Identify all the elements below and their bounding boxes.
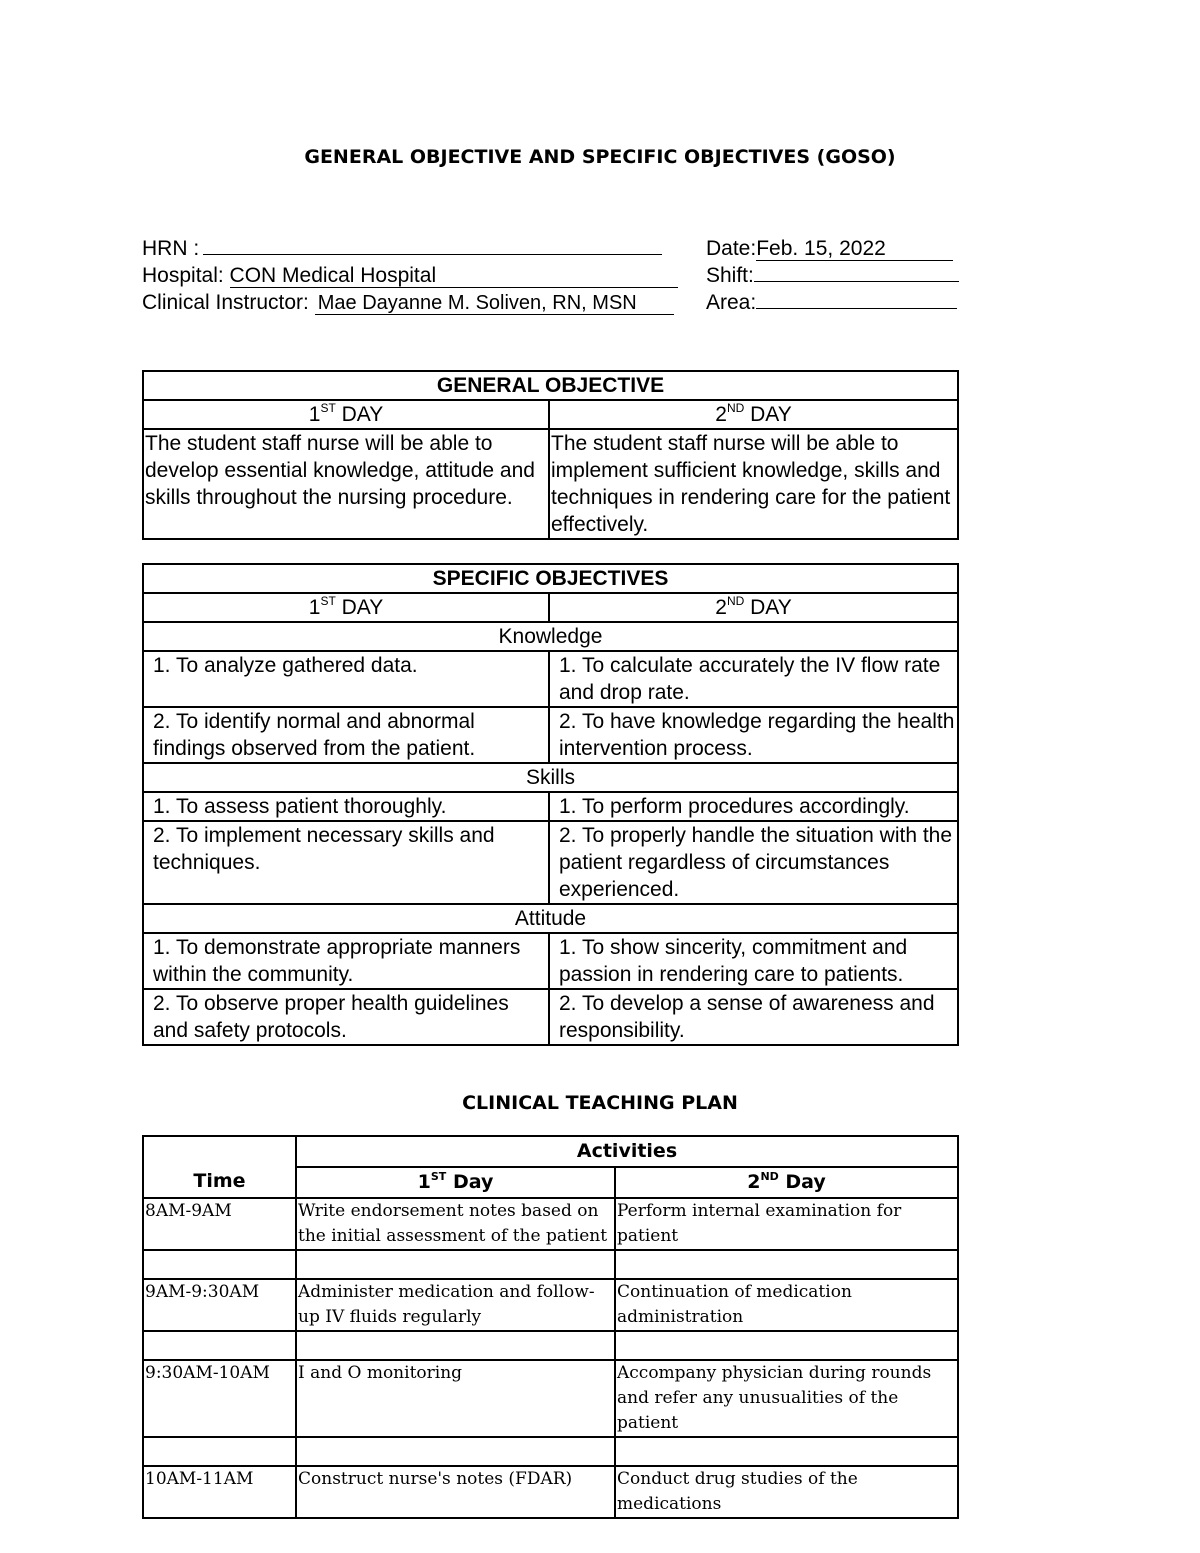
knowledge-day2-item-1: 1. To calculate accurately the IV flow rate and drop rate.: [549, 651, 958, 707]
document-title: GENERAL OBJECTIVE AND SPECIFIC OBJECTIVES (GOSO): [304, 146, 896, 168]
time-cell: [143, 1331, 296, 1360]
day2-activity: [615, 1437, 958, 1466]
general-objective-day2: The student staff nurse will be able to implement sufficient knowledge, skills and techniques in rendering care for the patient effectively.: [549, 429, 958, 539]
hrn-value: [203, 254, 662, 255]
skills-day1-item-1: 1. To assess patient thoroughly.: [143, 792, 549, 821]
day1-header: 1ST DAY: [143, 593, 549, 622]
time-cell: [143, 1250, 296, 1279]
day1-activity: [296, 1437, 615, 1466]
hospital-value: CON Medical Hospital: [230, 265, 678, 288]
time-cell: [143, 1437, 296, 1466]
shift-field: [706, 263, 959, 289]
day1-header: 1ST DAY: [143, 400, 549, 429]
day1-activity: Construct nurse's notes (FDAR): [296, 1466, 615, 1518]
general-objective-heading: GENERAL OBJECTIVE: [143, 371, 958, 400]
hospital-field: [142, 263, 678, 289]
day2-activity: Perform internal examination for patient: [615, 1198, 958, 1250]
knowledge-day1-item-1: 1. To analyze gathered data.: [143, 651, 549, 707]
section-skills: Skills: [143, 763, 958, 792]
time-cell: 8AM-9AM: [143, 1198, 296, 1250]
knowledge-day2-item-2: 2. To have knowledge regarding the health intervention process.: [549, 707, 958, 763]
day2-activity: Conduct drug studies of the medications: [615, 1466, 958, 1518]
shift-label: Shift:: [706, 264, 754, 287]
attitude-day1-item-2: 2. To observe proper health guidelines and safety protocols.: [143, 989, 549, 1045]
day1-activity: Write endorsement notes based on the initial assessment of the patient: [296, 1198, 615, 1250]
skills-day1-item-2: 2. To implement necessary skills and techniques.: [143, 821, 549, 904]
instructor-label: Clinical Instructor:: [142, 291, 309, 314]
specific-objectives-table: [142, 563, 959, 1046]
attitude-day1-item-1: 1. To demonstrate appropriate manners within the community.: [143, 933, 549, 989]
date-label: Date:: [706, 237, 757, 260]
day2-activity: [615, 1331, 958, 1360]
time-cell: 9:30AM-10AM: [143, 1360, 296, 1437]
date-value: Feb. 15, 2022: [756, 238, 953, 261]
time-cell: 9AM-9:30AM: [143, 1279, 296, 1331]
day2-activity: Accompany physician during rounds and refer any unusualities of the patient: [615, 1360, 958, 1437]
section-attitude: Attitude: [143, 904, 958, 933]
clinical-teaching-plan-title: CLINICAL TEACHING PLAN: [462, 1092, 738, 1114]
day1-activity: [296, 1250, 615, 1279]
section-knowledge: Knowledge: [143, 622, 958, 651]
day2-header: 2ND DAY: [549, 400, 958, 429]
general-objective-table: [142, 370, 959, 540]
day1-activity: Administer medication and follow-up IV fluids regularly: [296, 1279, 615, 1331]
day1-activity: I and O monitoring: [296, 1360, 615, 1437]
area-label: Area:: [706, 291, 757, 314]
day2-activity: [615, 1250, 958, 1279]
clinical-teaching-plan-table: [142, 1135, 959, 1519]
skills-day2-item-2: 2. To properly handle the situation with the patient regardless of circumstances experienced.: [549, 821, 958, 904]
day2-header: 2ND Day: [615, 1167, 958, 1198]
time-cell: 10AM-11AM: [143, 1466, 296, 1518]
instructor-field: [142, 290, 674, 316]
specific-objectives-heading: SPECIFIC OBJECTIVES: [143, 564, 958, 593]
shift-value: [754, 281, 959, 282]
hrn-label: HRN :: [142, 237, 200, 260]
time-header: Time: [143, 1136, 296, 1198]
area-value: [756, 308, 957, 309]
attitude-day2-item-1: 1. To show sincerity, commitment and passion in rendering care to patients.: [549, 933, 958, 989]
general-objective-day1: The student staff nurse will be able to develop essential knowledge, attitude and skills throughout the nursing procedure.: [143, 429, 549, 539]
knowledge-day1-item-2: 2. To identify normal and abnormal findings observed from the patient.: [143, 707, 549, 763]
date-field: [706, 236, 953, 262]
day1-header: 1ST Day: [296, 1167, 615, 1198]
hrn-field: [142, 236, 662, 262]
day2-activity: Continuation of medication administration: [615, 1279, 958, 1331]
day1-activity: [296, 1331, 615, 1360]
instructor-value: Mae Dayanne M. Soliven, RN, MSN: [315, 292, 674, 315]
day2-header: 2ND DAY: [549, 593, 958, 622]
hospital-label: Hospital:: [142, 264, 224, 287]
skills-day2-item-1: 1. To perform procedures accordingly.: [549, 792, 958, 821]
attitude-day2-item-2: 2. To develop a sense of awareness and responsibility.: [549, 989, 958, 1045]
area-field: [706, 290, 957, 316]
activities-header: Activities: [296, 1136, 958, 1167]
